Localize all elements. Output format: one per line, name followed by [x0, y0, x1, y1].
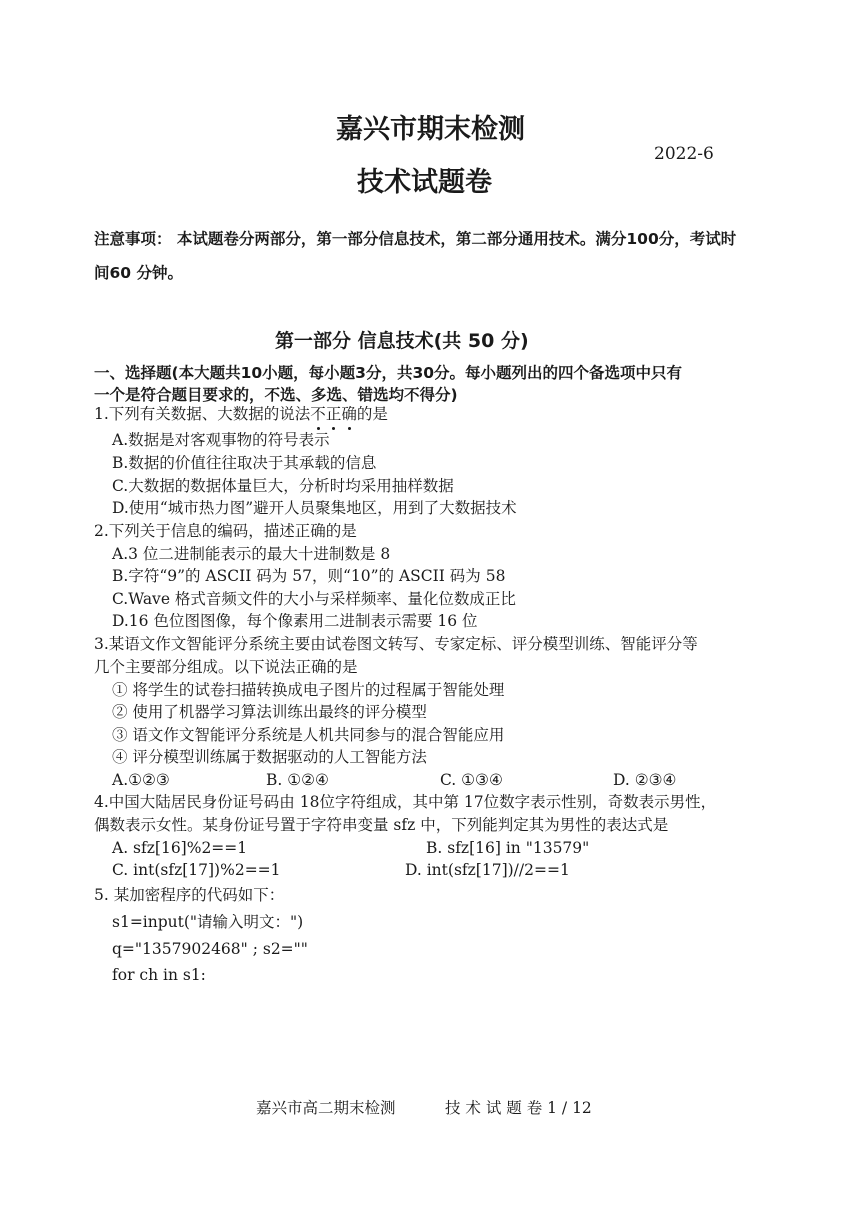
question-3-option-c: C. ①③④ — [440, 771, 503, 789]
emphasis-char: 不 — [310, 405, 326, 423]
code-line-3: for ch in s1: — [112, 966, 206, 984]
part1-title: 第一部分 信息技术(共 50 分) — [275, 330, 529, 352]
question-5-stem: 5. 某加密程序的代码如下： — [94, 886, 285, 904]
question-3-option-b: B. ①②④ — [266, 771, 329, 789]
section-instruction-line-2: 一个是符合题目要求的，不选、多选、错选均不得分) — [94, 386, 458, 404]
footer-exam-name: 嘉兴市高二期末检测 — [256, 1099, 396, 1117]
question-3-option-d: D. ②③④ — [613, 771, 677, 789]
question-4-option-b: B. sfz[16] in "13579" — [426, 839, 590, 857]
question-2-option-a: A.3 位二进制能表示的最大十进制数是 8 — [112, 545, 391, 563]
question-2-stem: 2.下列关于信息的编码，描述正确的是 — [94, 522, 357, 540]
question-4-option-d: D. int(sfz[17])//2==1 — [405, 861, 570, 879]
question-1-stem: 1.下列有关数据、大数据的说法不正确的是 — [94, 405, 388, 423]
question-4-option-c: C. int(sfz[17])%2==1 — [112, 861, 281, 879]
emphasis-char: 正 — [325, 405, 342, 423]
footer-page-number: 技 术 试 题 卷 1 / 12 — [445, 1099, 592, 1117]
question-3-statement-3: ③ 语文作文智能评分系统是人机共同参与的混合智能应用 — [112, 726, 505, 744]
notice-line-2: 间60 分钟。 — [94, 264, 183, 282]
code-line-2: q="1357902468" ; s2="" — [112, 940, 308, 958]
question-2-option-d: D.16 色位图图像，每个像素用二进制表示需要 16 位 — [112, 612, 478, 630]
question-3-statement-2: ② 使用了机器学习算法训练出最终的评分模型 — [112, 703, 427, 721]
question-2-option-b: B.字符“9”的 ASCII 码为 57，则“10”的 ASCII 码为 58 — [112, 567, 506, 585]
question-2-option-c: C.Wave 格式音频文件的大小与采样频率、量化位数成正比 — [112, 590, 516, 608]
question-1-option-a: A.数据是对客观事物的符号表示 — [112, 431, 330, 449]
exam-title: 嘉兴市期末检测 — [336, 114, 525, 145]
question-4-option-a: A. sfz[16]%2==1 — [112, 839, 248, 857]
question-3-statement-4: ④ 评分模型训练属于数据驱动的人工智能方法 — [112, 748, 427, 766]
question-3-stem-line-1: 3.某语文作文智能评分系统主要由试卷图文转写、专家定标、评分模型训练、智能评分等 — [94, 635, 698, 653]
emphasis-char: 确 — [341, 405, 357, 423]
question-4-stem-line-2: 偶数表示女性。某身份证号置于字符串变量 sfz 中，下列能判定其为男性的表达式是 — [94, 816, 669, 834]
question-3-stem-line-2: 几个主要部分组成。以下说法正确的是 — [94, 658, 358, 676]
notice-line-1: 注意事项： 本试题卷分两部分，第一部分信息技术，第二部分通用技术。满分100分，考试时 — [94, 230, 737, 248]
exam-subtitle: 技术试题卷 — [357, 167, 492, 198]
code-line-1: s1=input("请输入明文：") — [112, 913, 304, 931]
question-1-option-c: C.大数据的数据体量巨大，分析时均采用抽样数据 — [112, 477, 454, 495]
question-1-option-b: B.数据的价值往往取决于其承载的信息 — [112, 454, 377, 472]
question-4-stem-line-1: 4.中国大陆居民身份证号码由 18位字符组成，其中第 17位数字表示性别，奇数表示男性， — [94, 793, 717, 811]
question-3-statement-1: ① 将学生的试卷扫描转换成电子图片的过程属于智能处理 — [112, 681, 505, 699]
question-3-option-a: A.①②③ — [112, 771, 170, 789]
question-1-option-d: D.使用“城市热力图”避开人员聚集地区，用到了大数据技术 — [112, 499, 517, 517]
section-instruction-line-1: 一、选择题(本大题共10小题，每小题3分，共30分。每小题列出的四个备选项中只有 — [94, 364, 683, 382]
exam-date: 2022-6 — [654, 144, 714, 164]
